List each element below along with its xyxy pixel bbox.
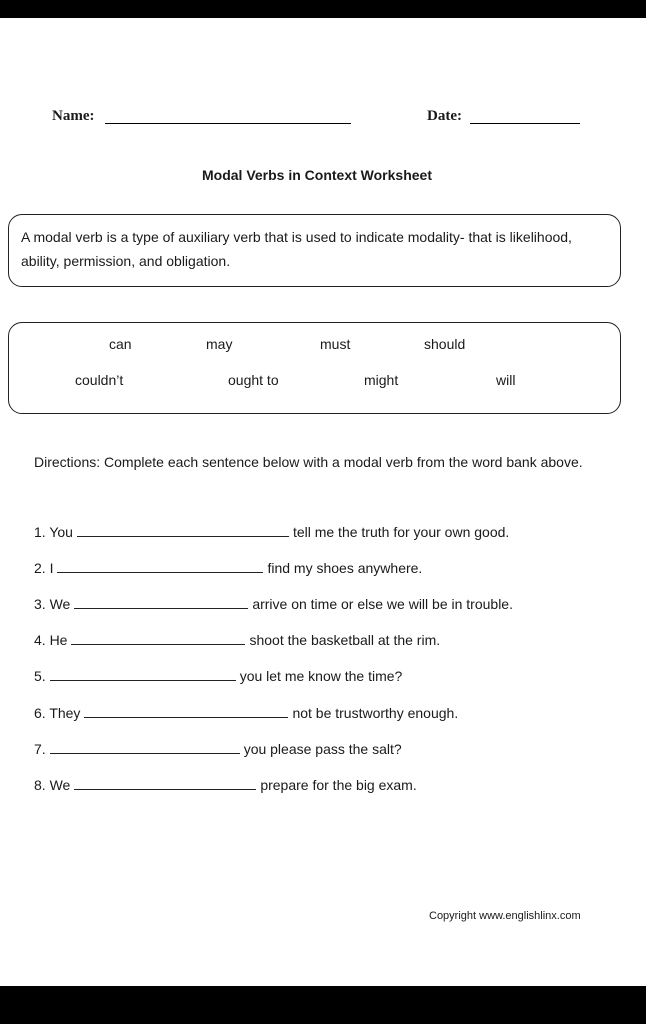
bottom-black-bar: [0, 986, 646, 1024]
question-suffix: tell me the truth for your own good.: [292, 524, 510, 540]
word-bank-item: may: [206, 336, 233, 352]
answer-blank[interactable]: [50, 741, 240, 754]
directions-text: Directions: Complete each sentence below with a modal verb from the word bank above.: [34, 454, 583, 470]
word-bank-item: ought to: [228, 372, 279, 388]
definition-box: [8, 214, 621, 287]
question-suffix: you let me know the time?: [239, 668, 403, 684]
name-label: Name:: [52, 108, 95, 124]
answer-blank[interactable]: [71, 632, 245, 645]
answer-blank[interactable]: [84, 705, 288, 718]
question-row: [34, 705, 458, 721]
question-prefix: 3. We: [34, 596, 71, 612]
question-suffix: shoot the basketball at the rim.: [249, 632, 441, 648]
word-bank-item: must: [320, 336, 351, 352]
question-suffix: find my shoes anywhere.: [267, 560, 423, 576]
date-label: Date:: [427, 108, 462, 124]
answer-blank[interactable]: [57, 560, 263, 573]
question-prefix: 4. He: [34, 632, 68, 648]
copyright-text: Copyright www.englishlinx.com: [429, 910, 581, 922]
question-prefix: 2. I: [34, 560, 54, 576]
word-bank-item: can: [109, 336, 132, 352]
word-bank-item: couldn’t: [75, 372, 124, 388]
top-black-bar: [0, 0, 646, 18]
name-line: [105, 123, 351, 124]
question-suffix: prepare for the big exam.: [260, 777, 417, 793]
question-row: [34, 524, 509, 540]
answer-blank[interactable]: [74, 777, 256, 790]
question-prefix: 8. We: [34, 777, 71, 793]
answer-blank[interactable]: [77, 524, 289, 537]
question-row: [34, 560, 422, 576]
question-row: [34, 632, 440, 648]
answer-blank[interactable]: [50, 668, 236, 681]
word-bank-item: might: [364, 372, 399, 388]
question-suffix: arrive on time or else we will be in trouble.: [252, 596, 513, 612]
word-bank-item: will: [496, 372, 516, 388]
question-row: [34, 668, 402, 684]
question-suffix: you please pass the salt?: [243, 741, 402, 757]
question-row: [34, 777, 417, 793]
worksheet-title: Modal Verbs in Context Worksheet: [201, 167, 432, 183]
question-row: [34, 596, 513, 612]
word-bank-box: [8, 322, 621, 414]
answer-blank[interactable]: [74, 596, 248, 609]
question-prefix: 6. They: [34, 705, 81, 721]
question-suffix: not be trustworthy enough.: [292, 705, 459, 721]
definition-text: A modal verb is a type of auxiliary verb that is used to indicate modality- that is likelihood, ability, permission, and obligation.: [21, 229, 572, 269]
question-prefix: 1. You: [34, 524, 73, 540]
question-prefix: 7.: [34, 741, 46, 757]
question-row: [34, 741, 402, 757]
question-prefix: 5.: [34, 668, 46, 684]
date-line: [470, 123, 580, 124]
word-bank-item: should: [424, 336, 466, 352]
